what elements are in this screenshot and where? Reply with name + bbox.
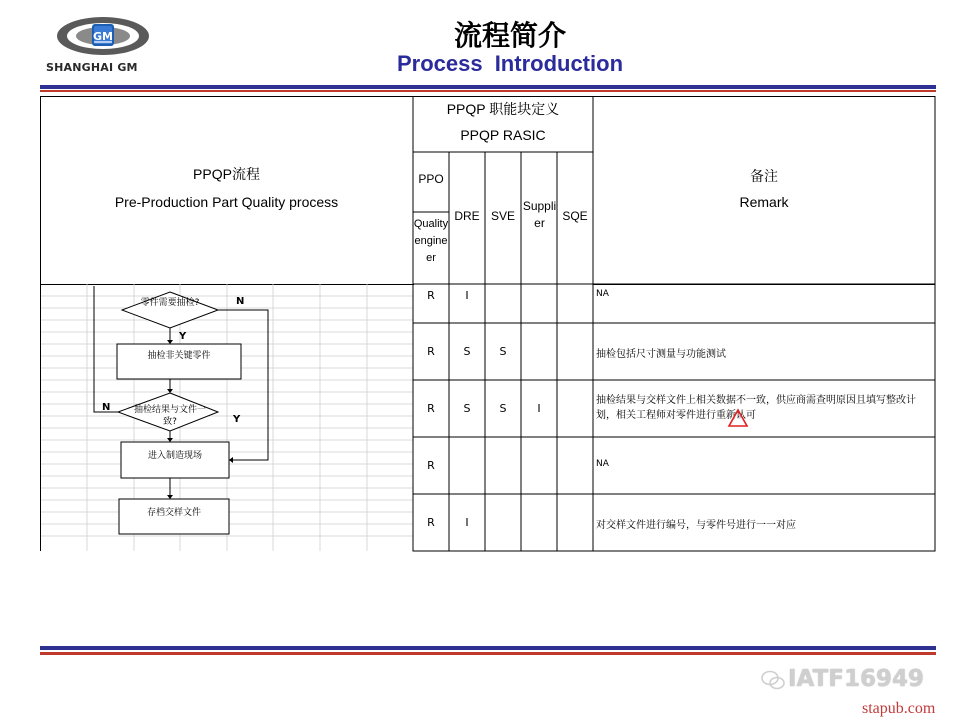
logo-text: SHANGHAI GM	[46, 61, 138, 74]
row5-dre: I	[465, 516, 469, 529]
logo-brand: GM	[93, 30, 113, 43]
decision1-label: 零件需要抽检?	[140, 298, 200, 308]
remark-header-en: Remark	[739, 194, 789, 210]
row2-dre: S	[463, 345, 471, 358]
raci-header-cn: PPQP 职能块定义	[446, 101, 560, 117]
warning-triangle-icon	[727, 408, 749, 428]
box1-label: 抽检非关键零件	[147, 351, 211, 361]
row5-ppo: R	[427, 516, 435, 529]
row3-sve: S	[499, 402, 507, 415]
label-y2: Y	[233, 414, 241, 425]
raci-header-en: PPQP RASIC	[460, 127, 546, 143]
box2-label: 进入制造现场	[147, 451, 202, 461]
footer-rule-red	[40, 652, 936, 655]
remark-header-cn: 备注	[750, 168, 778, 184]
row4-remark: NA	[596, 459, 609, 469]
label-n1: N	[236, 296, 245, 307]
watermark-site: stapub.com	[862, 700, 936, 717]
row3-supplier: I	[537, 402, 541, 415]
row2-sve: S	[499, 345, 507, 358]
row3-remark: 抽检结果与交样文件上相关数据不一致，供应商需查明原因且填写整改计划，相关工程师对零件进行重新认可	[596, 395, 916, 421]
col-supplier: Supplier	[522, 199, 557, 231]
col-quality-engineer: Quality engineer	[413, 218, 449, 265]
box3-label: 存档交样文件	[146, 508, 201, 518]
row5-remark: 对交样文件进行编号，与零件号进行一一对应	[596, 520, 796, 531]
col-sqe: SQE	[562, 209, 588, 223]
label-n2: N	[102, 402, 111, 413]
footer-rule-blue	[40, 646, 936, 650]
row1-remark: NA	[596, 289, 609, 299]
row1-ppo: R	[427, 289, 435, 302]
page-title-cn: 流程简介	[453, 19, 566, 52]
page-title-en: Process Introduction	[396, 51, 624, 76]
decision2-label: 抽检结果与文件一致?	[133, 405, 206, 426]
row3-ppo: R	[427, 402, 435, 415]
label-y1: Y	[179, 331, 187, 342]
row3-dre: S	[463, 402, 471, 415]
ppqp-header-cn: PPQP流程	[193, 166, 260, 182]
wechat-icon	[760, 669, 786, 691]
header-rule-red	[40, 90, 936, 92]
col-sve: SVE	[490, 209, 515, 223]
row4-ppo: R	[427, 459, 435, 472]
row1-dre: I	[465, 289, 469, 302]
col-ppo: PPO	[418, 172, 444, 186]
row2-remark: 抽检包括尺寸测量与功能测试	[596, 349, 726, 360]
watermark-text: IATF16949	[788, 666, 924, 692]
row2-ppo: R	[427, 345, 435, 358]
header-rule-blue	[40, 85, 936, 89]
ppqp-header-en: Pre-Production Part Quality process	[114, 194, 339, 210]
col-dre: DRE	[454, 209, 480, 223]
